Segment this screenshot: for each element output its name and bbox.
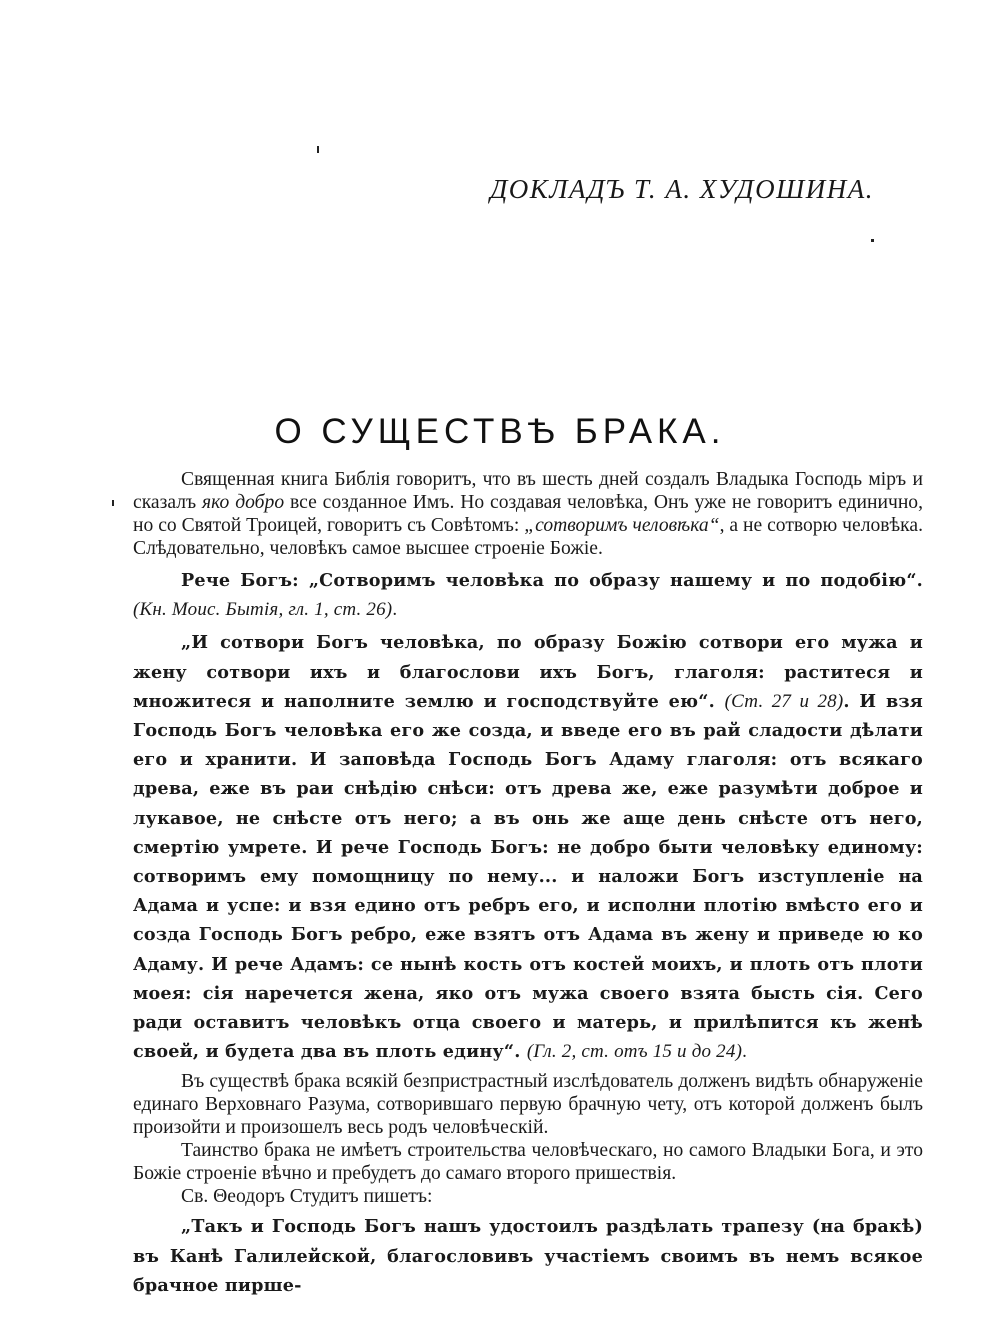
paragraph-sacrament: Таинство брака не имѣетъ строительства человѣческаго, но самого Владыки Бога, и это Божіе строеніе вѣчно и пребудетъ до самаго второго пришествія. <box>133 1140 923 1185</box>
punctuation: . <box>742 1041 748 1063</box>
paragraph-intro <box>133 468 923 560</box>
citation-ref: (Кн. Моис. Бытія, гл. 1, ст. 26) <box>133 599 393 621</box>
scan-speck <box>871 239 874 242</box>
scripture-quote-genesis-2 <box>133 628 923 1066</box>
scan-speck <box>112 500 114 506</box>
text-run: все созданное Имъ. Но создавая человѣка, Онъ уже не говоритъ единично, но со Святой Троицей, говоритъ съ Совѣтомъ: <box>133 492 923 536</box>
article-body <box>133 468 923 1304</box>
scan-speck <box>317 146 319 153</box>
citation-ref: (Гл. 2, ст. отъ 15 и до 24) <box>526 1041 743 1063</box>
text-run: , а не сотворю человѣка. Слѣдовательно, человѣкъ самое высшее строеніе Божіе. <box>133 515 923 559</box>
text-run: Священная книга Библія говоритъ, что въ шесть дней создалъ Владыка Господь міръ и сказалъ <box>133 469 923 513</box>
article-title: О СУЩЕСТВѢ БРАКА. <box>274 412 726 451</box>
citation-ref: (Ст. 27 и 28) <box>724 690 844 712</box>
scripture-quote-theodore: „Такъ и Господь Богъ нашъ удостоилъ раздѣлать трапезу (на бракѣ) въ Канѣ Галилейской, благословивъ участіемъ своимъ въ немъ всякое брачное пирше- <box>133 1216 923 1296</box>
scripture-quote-genesis-1 <box>133 566 923 624</box>
italic-quote: „сотворимъ человѣка“ <box>524 515 720 536</box>
italic-quote: яко добро <box>202 492 285 513</box>
paragraph-theodore: Св. Θеодоръ Студитъ пишетъ: <box>181 1186 433 1208</box>
slavonic-text: . И взя Господь Богъ человѣка его же созда, и введе его въ рай сладости дѣлати его и хранити. И заповѣда Господь Богъ Адаму глаголя: отъ всякаго древа, еже въ раи снѣдію снѣси: отъ древа же, еже разумѣти доброе и лукавое, не снѣсте отъ него; а въ онь же аще день снѣсте отъ него, смертію умрете. И рече Господь Богъ: не добро быти человѣку единому: сотворимъ ему помощницу по нему... и наложи Богъ изступленіе на Адама и успе: и взя едино отъ ребръ его, и исполни плотію вмѣсто его и созда Господь Богъ ребро, еже взятъ отъ Адама въ жену и приведе ю ко Адаму. И рече Адамъ: се нынѣ кость отъ костей моихъ, и плоть отъ плоти моея: сія наречется жена, яко отъ мужа своего взята бысть сія. Сего ради оставитъ человѣкъ отца своего и матерь, и прилѣпится къ женѣ своей, и будета два въ плоть едину“. <box>133 690 923 1063</box>
slavonic-text: Рече Богъ: „Сотворимъ человѣка по образу нашему и по подобію“. <box>181 570 923 591</box>
punctuation: . <box>392 599 398 621</box>
slavonic-text: „И сотвори Богъ человѣка, по образу Божію сотвори его мужа и жену сотвори ихъ и благослови ихъ Богъ, глаголя: раститеся и множитеся и наполните землю и господствуйте ею“. <box>133 632 923 712</box>
paragraph-essence: Въ существѣ брака всякій безпристрастный изслѣдователь долженъ видѣть обнаруженіе единаго Верховнаго Разума, сотворившаго первую брачную чету, отъ которой долженъ былъ произойти и произошелъ весь родъ человѣческій. <box>133 1071 923 1139</box>
report-author-header: ДОКЛАДЪ Т. А. ХУДОШИНА. <box>490 174 874 204</box>
